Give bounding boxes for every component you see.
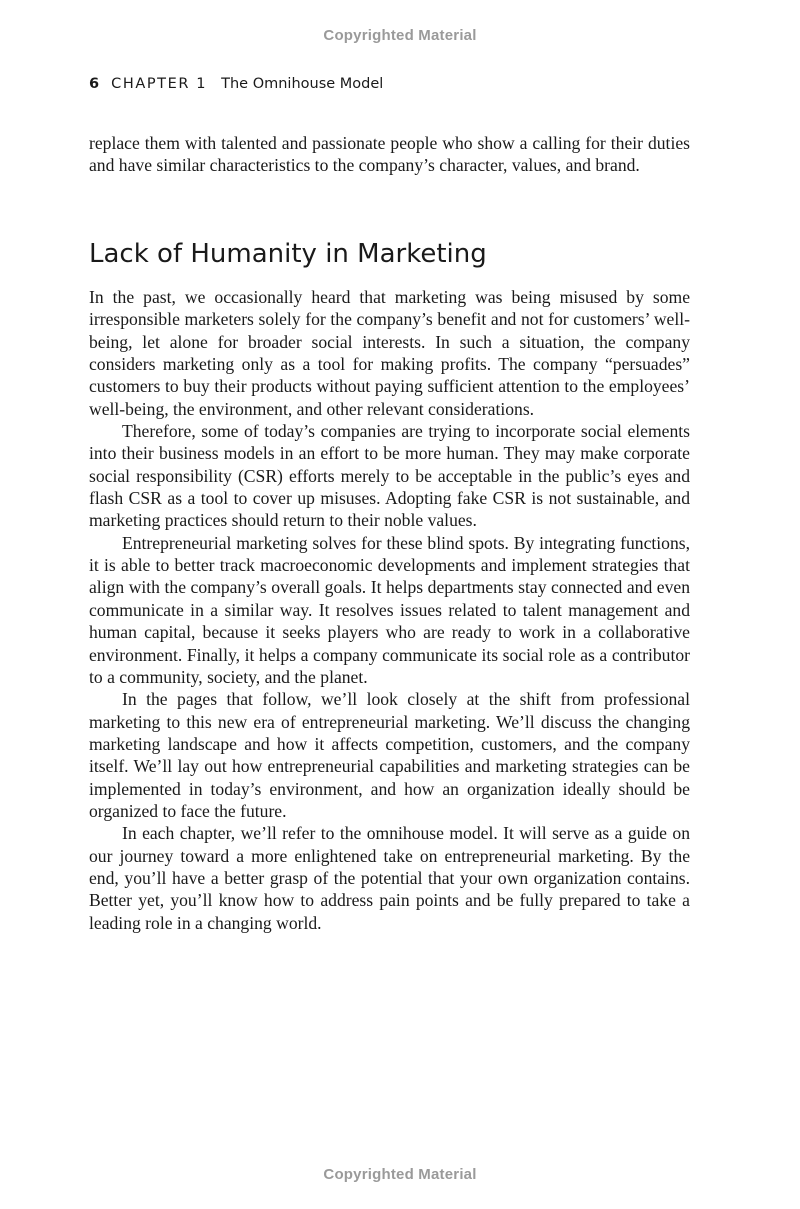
intro-text-block [89,132,690,177]
chapter-title: The Omnihouse Model [221,76,384,92]
section-heading: Lack of Humanity in Marketing [89,239,487,269]
body-paragraph: Entrepreneurial marketing solves for these blind spots. By integrating functions, it is able to better track macroeconomic developments and implement strategies that align with the company’s overall goals. It helps departments stay connected and even communicate in a similar way. It resolves issues related to talent management and human capital, because it seeks players who are ready to work in a collaborative environment. Finally, it helps a company communicate its social role as a contributor to a community, society, and the planet. [89,532,690,687]
copyright-watermark-top: Copyrighted Material [323,27,477,44]
section-body [89,286,690,934]
body-paragraph: In the pages that follow, we’ll look closely at the shift from professional marketing to this new era of entrepreneurial marketing. We’ll discuss the changing marketing landscape and how it affects competition, customers, and the company itself. We’ll lay out how entrepreneurial capabilities and marketing strategies can be implemented in today’s environment, and how an organization ideally should be organized to face the future. [89,689,690,821]
running-head [89,76,383,92]
body-paragraph: Therefore, some of today’s companies are trying to incorporate social elements into their business models in an effort to be more human. They may make corporate social responsibility (CSR) efforts merely to be acceptable in the public’s eyes and flash CSR as a tool to cover up misuses. Adopting fake CSR is not sustainable, and marketing practices should return to their noble values. [89,421,690,531]
chapter-label: CHAPTER 1 [111,76,208,92]
copyright-watermark-bottom: Copyrighted Material [323,1166,477,1183]
page-number: 6 [89,76,100,92]
body-paragraph: In each chapter, we’ll refer to the omnihouse model. It will serve as a guide on our journey toward a more enlightened take on entrepreneurial marketing. By the end, you’ll have a better grasp of the potential that your own organization contains. Better yet, you’ll know how to address pain points and be fully prepared to take a leading role in a changing world. [89,823,690,933]
intro-paragraph: replace them with talented and passionate people who show a calling for their duties and have similar characteristics to the company’s character, values, and brand. [89,133,690,176]
body-paragraph: In the past, we occasionally heard that marketing was being misused by some irresponsible marketers solely for the company’s benefit and not for customers’ well-being, let alone for broader social interests. In such a situation, the company considers marketing only as a tool for making profits. The company “persuades” customers to buy their products without paying sufficient attention to the employees’ well-being, the environment, and other relevant considerations. [89,287,690,419]
